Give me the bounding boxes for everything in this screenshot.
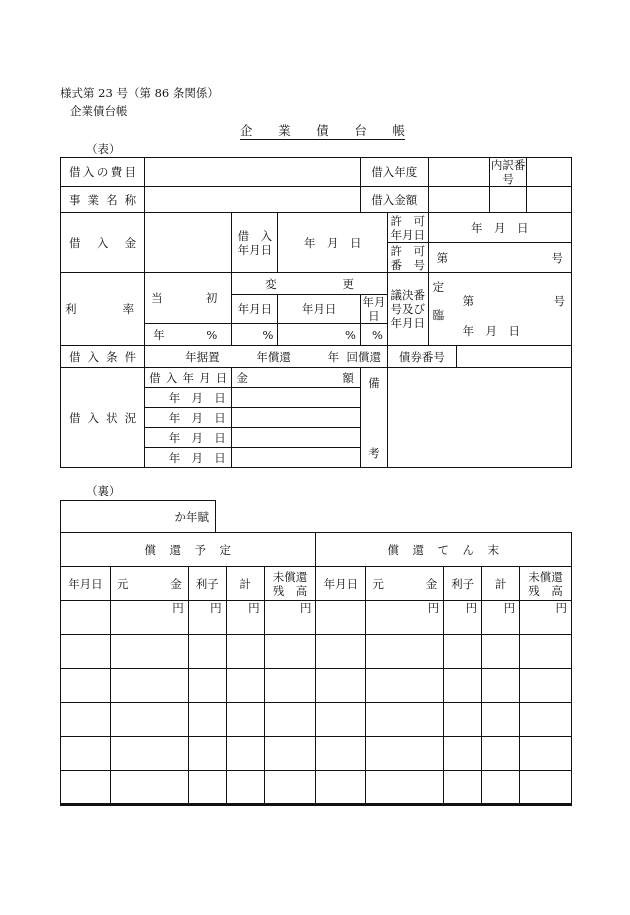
status-amount-2[interactable]	[232, 408, 361, 428]
table-cell[interactable]: 円	[110, 601, 188, 635]
status-amount-4[interactable]	[232, 448, 361, 468]
result-balance-col: 未償還 残 高	[520, 567, 572, 601]
form-number: 様式第 23 号（第 86 条関係）	[60, 86, 219, 100]
table-cell[interactable]	[316, 635, 366, 669]
amount-value-2[interactable]	[490, 187, 526, 213]
table-cell[interactable]	[366, 771, 444, 805]
remarks-label: 備 考	[360, 368, 387, 468]
loan-label: 借入金	[61, 213, 145, 273]
rate-change-1[interactable]: %	[232, 324, 278, 346]
table-cell[interactable]	[61, 771, 111, 805]
table-cell[interactable]	[520, 703, 572, 737]
status-date-3[interactable]: 年 月 日	[145, 428, 232, 448]
plan-total-col: 計	[226, 567, 264, 601]
table-cell[interactable]	[316, 737, 366, 771]
table-cell[interactable]	[110, 669, 188, 703]
resolution-label: 議決番 号及び 年月日	[387, 273, 428, 346]
status-amount-1[interactable]	[232, 388, 361, 408]
annuity-box	[60, 500, 216, 533]
result-principal-col: 元 金	[366, 567, 444, 601]
permit-date-value[interactable]: 年 月 日	[428, 213, 571, 243]
repayment-table	[60, 532, 572, 806]
year-label: 借入年度	[360, 158, 428, 187]
table-cell[interactable]	[444, 771, 482, 805]
plan-date-col: 年月日	[61, 567, 111, 601]
table-cell[interactable]	[110, 703, 188, 737]
back-label: （裏）	[86, 484, 121, 498]
rate-change-3[interactable]: %	[360, 324, 387, 346]
amount-value-3[interactable]	[526, 187, 571, 213]
breakdown-label: 内訳番号	[490, 158, 526, 186]
table-cell[interactable]	[482, 771, 520, 805]
plan-principal-col: 元 金	[110, 567, 188, 601]
table-cell[interactable]: 円	[520, 601, 572, 635]
table-cell[interactable]	[188, 635, 226, 669]
table-cell[interactable]	[61, 703, 111, 737]
plan-interest-col: 利子	[188, 567, 226, 601]
table-cell[interactable]	[110, 771, 188, 805]
year-value[interactable]	[428, 158, 490, 187]
table-cell[interactable]: 円	[444, 601, 482, 635]
table-cell[interactable]	[520, 669, 572, 703]
borrow-ymd-label: 借入年月日	[145, 368, 232, 388]
status-date-1[interactable]: 年 月 日	[145, 388, 232, 408]
repayment-result-header: 償 還 て ん 末	[316, 533, 572, 567]
table-cell[interactable]	[482, 635, 520, 669]
rate-initial-label: 当 初	[145, 273, 232, 324]
status-amount-label: 金 額	[232, 368, 361, 388]
status-date-2[interactable]: 年 月 日	[145, 408, 232, 428]
table-cell[interactable]: 円	[226, 601, 264, 635]
table-cell[interactable]	[482, 703, 520, 737]
plan-balance-col: 未償還 残 高	[264, 567, 316, 601]
resolution-value[interactable]: 定 臨 第 号 年 月 日	[428, 273, 571, 346]
table-cell[interactable]	[316, 669, 366, 703]
table-cell[interactable]	[188, 737, 226, 771]
table-cell[interactable]	[316, 601, 366, 635]
conditions-value[interactable]: 年据置 年償還 年 回償還	[145, 346, 388, 368]
repayment-plan-header: 償 還 予 定	[61, 533, 316, 567]
amount-value-1[interactable]	[428, 187, 490, 213]
table-cell[interactable]: 円	[366, 601, 444, 635]
status-label: 借入状況	[61, 368, 145, 468]
table-cell[interactable]	[110, 737, 188, 771]
permit-date-label: 許 可 年月日	[387, 213, 428, 243]
table-cell[interactable]	[110, 635, 188, 669]
table-cell[interactable]	[188, 703, 226, 737]
table-cell[interactable]	[61, 635, 111, 669]
table-cell[interactable]	[444, 703, 482, 737]
table-cell[interactable]	[264, 737, 316, 771]
purpose-value[interactable]	[145, 158, 361, 187]
table-cell[interactable]	[188, 771, 226, 805]
amount-label: 借入金額	[360, 187, 428, 213]
table-cell[interactable]	[316, 703, 366, 737]
borrow-date-value[interactable]: 年 月 日	[278, 213, 388, 273]
rate-change-2[interactable]: %	[278, 324, 360, 346]
conditions-label: 借入条件	[61, 346, 145, 368]
table-cell[interactable]	[226, 669, 264, 703]
table-cell[interactable]	[444, 737, 482, 771]
table-cell[interactable]	[520, 737, 572, 771]
table-cell[interactable]	[264, 669, 316, 703]
bond-no-label: 債券番号	[387, 346, 456, 368]
permit-no-label: 許 可 番 号	[387, 243, 428, 273]
result-date-col: 年月日	[316, 567, 366, 601]
remarks-value[interactable]	[387, 368, 571, 468]
front-label: （表）	[86, 142, 121, 156]
table-cell[interactable]	[264, 703, 316, 737]
table-cell[interactable]: 円	[264, 601, 316, 635]
front-ledger-table	[60, 157, 572, 468]
table-cell[interactable]	[61, 737, 111, 771]
page-title: 企 業 債 台 帳	[240, 123, 405, 138]
table-cell[interactable]	[520, 635, 572, 669]
change-date-3: 年月日	[360, 295, 387, 324]
rate-change-label: 変 更	[232, 273, 388, 295]
table-cell[interactable]	[61, 601, 111, 635]
table-cell[interactable]: 円	[188, 601, 226, 635]
rate-initial-value[interactable]: 年 %	[145, 324, 232, 346]
project-value[interactable]	[145, 187, 361, 213]
ledger-name: 企業債台帳	[70, 104, 128, 118]
change-date-2: 年月日	[278, 295, 360, 324]
table-cell[interactable]	[444, 635, 482, 669]
table-cell[interactable]	[366, 669, 444, 703]
change-date-1: 年月日	[232, 295, 278, 324]
table-cell[interactable]	[366, 635, 444, 669]
table-cell[interactable]	[444, 669, 482, 703]
result-interest-col: 利子	[444, 567, 482, 601]
table-cell[interactable]	[482, 737, 520, 771]
result-total-col: 計	[482, 567, 520, 601]
breakdown-value[interactable]	[526, 158, 571, 187]
table-cell[interactable]	[316, 771, 366, 805]
table-cell[interactable]	[264, 635, 316, 669]
table-cell[interactable]	[226, 771, 264, 805]
loan-value[interactable]	[145, 213, 232, 273]
purpose-label: 借入の費目	[61, 158, 145, 187]
status-date-4[interactable]: 年 月 日	[145, 448, 232, 468]
table-cell[interactable]	[226, 737, 264, 771]
table-cell[interactable]	[520, 771, 572, 805]
table-cell[interactable]	[366, 703, 444, 737]
table-cell[interactable]	[366, 737, 444, 771]
table-cell[interactable]	[264, 771, 316, 805]
table-cell[interactable]	[226, 635, 264, 669]
borrow-date-label: 借 入 年月日	[232, 213, 278, 273]
rate-label: 利 率	[61, 273, 145, 346]
table-cell[interactable]: 円	[482, 601, 520, 635]
table-cell[interactable]	[482, 669, 520, 703]
status-amount-3[interactable]	[232, 428, 361, 448]
bond-no-value[interactable]	[456, 346, 571, 368]
table-cell[interactable]	[188, 669, 226, 703]
permit-no-value[interactable]: 第 号	[428, 243, 571, 273]
table-cell[interactable]	[61, 669, 111, 703]
annuity-value[interactable]: か年賦	[61, 501, 216, 533]
project-label: 事業名称	[61, 187, 145, 213]
table-cell[interactable]	[226, 703, 264, 737]
